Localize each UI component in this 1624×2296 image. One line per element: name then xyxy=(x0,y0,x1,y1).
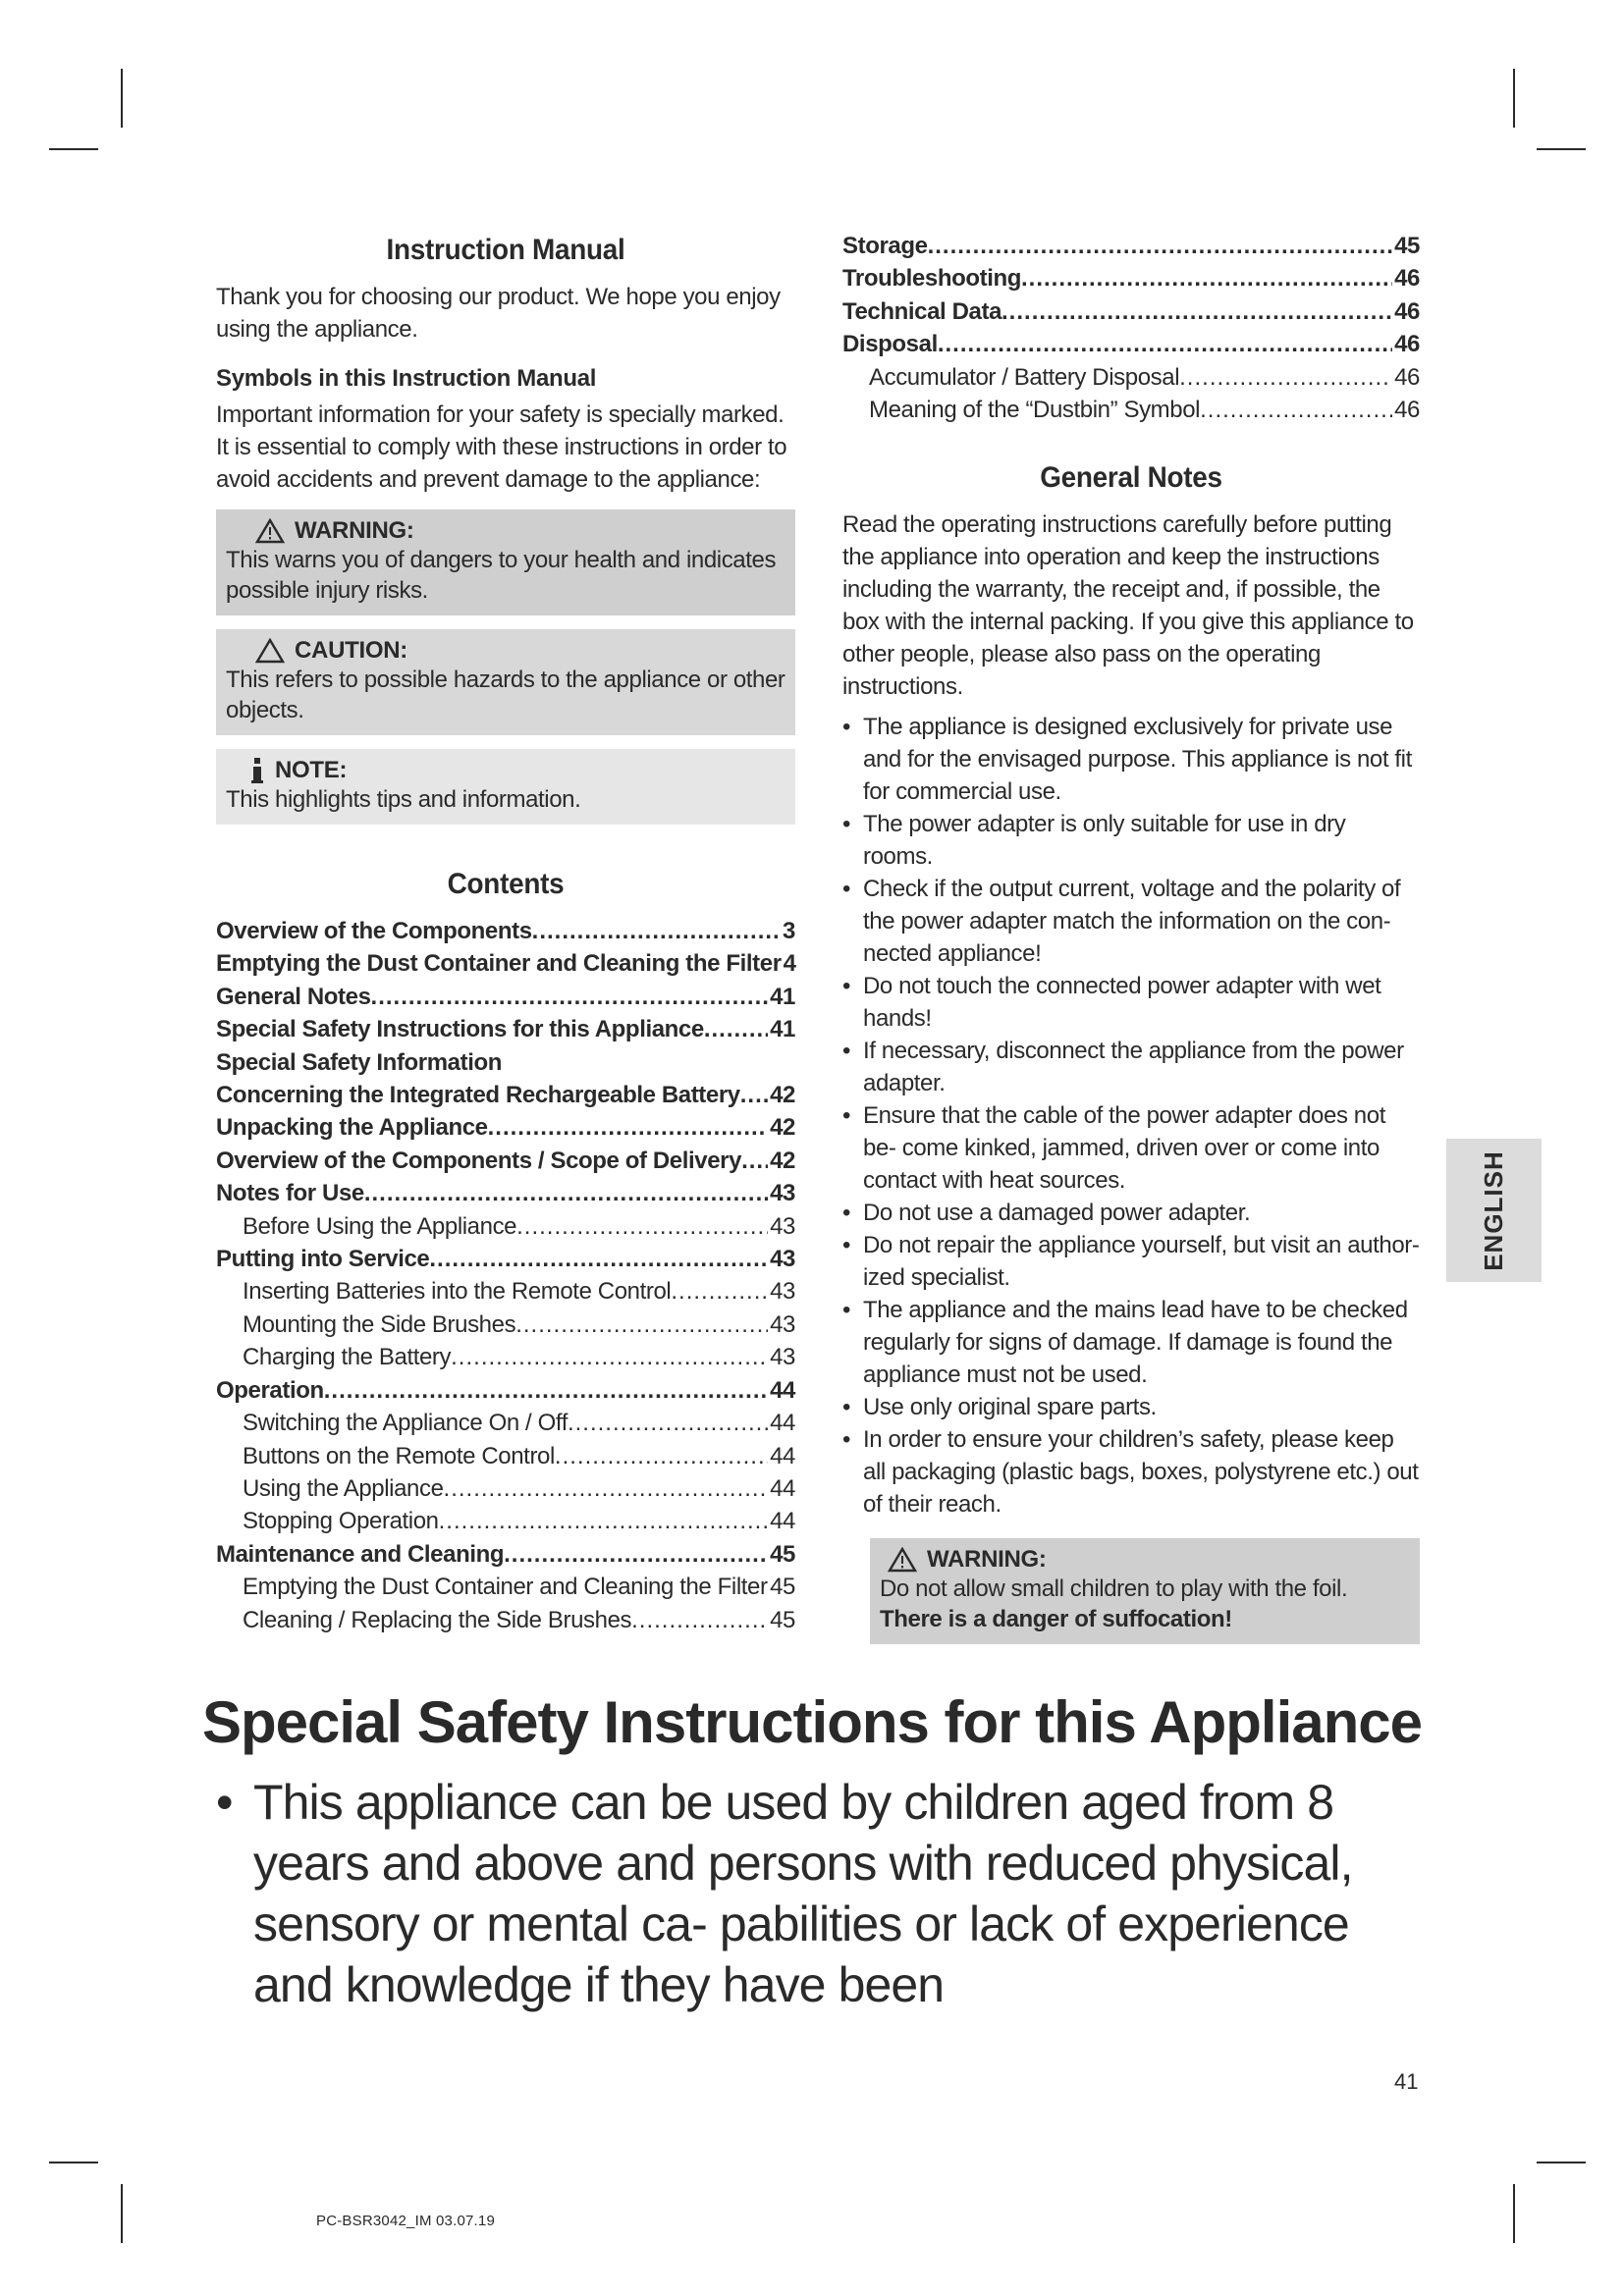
toc-page-number: 46 xyxy=(1394,363,1420,391)
toc-page-number: 45 xyxy=(770,1574,795,1601)
toc-entry xyxy=(216,1013,795,1045)
toc-leader-dots xyxy=(1001,295,1392,328)
warning-text: This warns you of dangers to your health and indicates possible injury risks. xyxy=(226,547,777,604)
language-tab-label: ENGLISH xyxy=(1479,1149,1509,1271)
toc-page-number: 43 xyxy=(770,1212,795,1240)
toc-entry xyxy=(216,947,795,980)
crop-mark xyxy=(49,2162,98,2163)
note-box xyxy=(216,749,795,825)
toc-entry-title: Charging the Battery xyxy=(243,1344,452,1371)
toc-entry xyxy=(216,1538,795,1571)
toc-leader-dots xyxy=(429,1243,768,1275)
safety-heading: Special Safety Instructions for this Appliance xyxy=(201,1689,1423,1755)
toc-leader-dots xyxy=(928,230,1393,262)
toc-entry xyxy=(842,394,1420,426)
toc-entry xyxy=(216,1505,795,1537)
toc-page-number: 43 xyxy=(770,1246,795,1273)
toc-entry xyxy=(216,1407,795,1439)
toc-leader-dots xyxy=(324,1374,768,1407)
instruction-manual-heading: Instruction Manual xyxy=(386,234,625,266)
toc-entry xyxy=(842,230,1420,262)
toc-entry xyxy=(842,295,1420,328)
toc-leader-dots xyxy=(555,1440,768,1472)
crop-mark xyxy=(121,69,123,128)
general-notes-intro: Read the operating instructions carefully before putting the appliance into operation and keep the instructions including the warranty, the receipt and, if possible, the box with the internal packing. If you give this appliance to other people, please also pass on the operating instructions. xyxy=(842,511,1414,701)
general-note-item: • In order to ensure your children’s safety, please keep all packaging (plastic bags, boxes, polystyrene etc.) out of their reach. xyxy=(842,1423,1420,1521)
toc-leader-dots xyxy=(938,328,1392,360)
toc-entry-title: Cleaning / Replacing the Side Brushes xyxy=(243,1606,632,1633)
toc-leader-dots xyxy=(532,915,781,947)
toc-entry-title: Using the Appliance xyxy=(243,1474,444,1502)
toc-page-number: 46 xyxy=(1394,297,1420,325)
toc-entry-title: Mounting the Side Brushes xyxy=(243,1310,516,1338)
toc-leader-dots xyxy=(631,1604,768,1636)
crop-mark xyxy=(49,148,98,150)
right-column xyxy=(842,226,1420,1658)
general-note-item: • Do not repair the appliance yourself, but visit an author- ized specialist. xyxy=(842,1229,1420,1294)
toc-leader-dots xyxy=(740,1079,768,1111)
toc-entry xyxy=(216,1111,795,1144)
toc-entry-title: Special Safety Instructions for this Appliance xyxy=(216,1016,704,1043)
page-number: 41 xyxy=(1394,2069,1419,2094)
toc-leader-dots xyxy=(741,1145,768,1177)
crop-mark xyxy=(1537,148,1586,150)
toc-page-number: 46 xyxy=(1394,265,1420,293)
general-note-item: • Do not touch the connected power adapter with wet hands! xyxy=(842,970,1420,1035)
toc-entry xyxy=(216,1145,795,1177)
toc-leader-dots xyxy=(364,1177,768,1209)
general-note-item: • Ensure that the cable of the power adapter does not be- come kinked, jammed, driven over or come into contact with heat sources. xyxy=(842,1099,1420,1197)
toc-leader-dots xyxy=(516,1210,768,1243)
warning-triangle-icon xyxy=(888,1547,917,1573)
toc-entry-title: Troubleshooting xyxy=(842,265,1021,293)
toc-entry-title: Accumulator / Battery Disposal xyxy=(869,363,1180,391)
left-column xyxy=(216,226,795,1636)
foil-warning-title: WARNING: xyxy=(927,1546,1047,1574)
contents-list xyxy=(216,915,795,1636)
language-tab xyxy=(1446,1139,1542,1282)
toc-page-number: 44 xyxy=(770,1376,795,1404)
toc-page-number: 45 xyxy=(1394,233,1420,259)
note-text: This highlights tips and information. xyxy=(226,786,581,813)
toc-entry-title: Stopping Operation xyxy=(243,1508,439,1535)
toc-entry-title: Storage xyxy=(842,233,928,259)
toc-page-number: 41 xyxy=(770,1016,795,1043)
toc-entry-title: Unpacking the Appliance xyxy=(216,1114,488,1142)
toc-entry-title: Overview of the Components / Scope of Delivery xyxy=(216,1147,742,1174)
toc-entry xyxy=(216,1341,795,1373)
general-notes-heading: General Notes xyxy=(1040,461,1222,495)
toc-entry xyxy=(216,1275,795,1308)
toc-leader-dots xyxy=(1179,361,1392,394)
toc-page-number: 46 xyxy=(1394,397,1420,424)
general-notes-list xyxy=(842,711,1420,1521)
toc-leader-dots xyxy=(568,1407,768,1439)
safety-bullet-text: This appliance can be used by children aged from 8 years and above and persons with reduced physical, sensory or mental ca- pabilities or lack of experience and knowledge if they have been xyxy=(253,1775,1353,2012)
warning-title: WARNING: xyxy=(295,517,414,544)
toc-page-number: 44 xyxy=(770,1474,795,1502)
toc-leader-dots xyxy=(371,981,769,1013)
crop-mark xyxy=(121,2184,123,2243)
symbols-text: Important information for your safety is specially marked. It is essential to comply with these instructions in order to avoid accidents and prevent damage to the appliance: xyxy=(216,401,787,493)
toc-page-number: 41 xyxy=(770,983,795,1010)
toc-entry-title: Emptying the Dust Container and Cleaning the Filter xyxy=(243,1574,768,1601)
toc-entry xyxy=(216,1210,795,1243)
toc-entry-title: Switching the Appliance On / Off xyxy=(243,1410,568,1437)
toc-page-number: 3 xyxy=(783,918,795,944)
toc-entry xyxy=(842,328,1420,360)
toc-page-number: 44 xyxy=(770,1442,795,1469)
toc-page-number: 42 xyxy=(770,1147,795,1174)
toc-page-number: 43 xyxy=(770,1344,795,1371)
toc-page-number: 4 xyxy=(783,950,796,978)
toc-entry-title: Concerning the Integrated Rechargeable Battery xyxy=(216,1082,740,1109)
crop-mark xyxy=(1513,69,1515,128)
general-note-item: • Do not use a damaged power adapter. xyxy=(842,1197,1420,1229)
toc-entry-title: Emptying the Dust Container and Cleaning the Filter xyxy=(216,950,782,978)
foil-warning-text xyxy=(880,1574,1410,1634)
toc-leader-dots xyxy=(451,1341,768,1373)
toc-entry-title: Maintenance and Cleaning xyxy=(216,1540,505,1568)
toc-page-number: 45 xyxy=(770,1540,795,1568)
toc-entry xyxy=(842,262,1420,294)
symbols-heading: Symbols in this Instruction Manual xyxy=(216,365,597,392)
toc-leader-dots xyxy=(671,1275,768,1308)
toc-entry xyxy=(216,1472,795,1505)
toc-entry-title: Disposal xyxy=(842,331,938,358)
toc-entry xyxy=(842,361,1420,394)
toc-page-number: 44 xyxy=(770,1410,795,1437)
toc-entry xyxy=(216,1440,795,1472)
toc-entry-title: Operation xyxy=(216,1376,324,1404)
toc-entry-title: Special Safety Information xyxy=(216,1048,503,1076)
toc-page-number: 42 xyxy=(770,1082,795,1109)
toc-leader-dots xyxy=(1021,262,1392,294)
general-note-item: • The power adapter is only suitable for use in dry rooms. xyxy=(842,808,1420,873)
safety-bullet xyxy=(216,1772,1424,2015)
toc-entry xyxy=(216,981,795,1013)
general-note-item: • The appliance is designed exclusively for private use and for the envisaged purpose. This appliance is not fit for commercial use. xyxy=(842,711,1420,808)
toc-entry-title: Technical Data xyxy=(842,297,1002,325)
toc-page-number: 43 xyxy=(770,1180,795,1207)
general-note-item: • If necessary, disconnect the appliance from the power adapter. xyxy=(842,1035,1420,1099)
caution-box xyxy=(216,629,795,735)
toc-entry xyxy=(216,1243,795,1275)
toc-leader-dots xyxy=(704,1013,768,1045)
general-note-item: • The appliance and the mains lead have to be checked regularly for signs of damage. If damage is found the appliance must not be used. xyxy=(842,1294,1420,1391)
general-note-item: • Use only original spare parts. xyxy=(842,1391,1420,1423)
toc-entry xyxy=(216,1308,795,1341)
toc-leader-dots xyxy=(1200,394,1392,426)
toc-page-number: 43 xyxy=(770,1310,795,1338)
toc-entry-title: Meaning of the “Dustbin” Symbol xyxy=(869,397,1201,424)
general-note-item: • Check if the output current, voltage and the polarity of the power adapter match the information on the con- nected appliance! xyxy=(842,873,1420,970)
warning-box xyxy=(216,509,795,615)
caution-title: CAUTION: xyxy=(295,637,407,664)
crop-mark xyxy=(1513,2184,1515,2243)
toc-entry-title: Notes for Use xyxy=(216,1180,364,1207)
toc-entry-title: Before Using the Appliance xyxy=(243,1212,517,1240)
toc-entry-title: General Notes xyxy=(216,983,371,1010)
toc-entry-title: Putting into Service xyxy=(216,1246,430,1273)
toc-page-number: 42 xyxy=(770,1114,795,1142)
toc-page-number: 44 xyxy=(770,1508,795,1535)
toc-leader-dots xyxy=(444,1472,769,1505)
bullet-marker: • xyxy=(216,1775,233,1830)
toc-entry xyxy=(216,1046,795,1079)
toc-entry xyxy=(216,915,795,947)
warning-triangle-icon xyxy=(255,518,285,544)
foil-warning-box xyxy=(870,1538,1420,1644)
toc-leader-dots xyxy=(439,1505,768,1537)
toc-entry xyxy=(216,1079,795,1111)
caution-triangle-icon xyxy=(255,638,285,664)
contents-heading: Contents xyxy=(447,868,565,900)
toc-page-number: 45 xyxy=(770,1606,795,1633)
toc-entry xyxy=(216,1571,795,1603)
caution-text: This refers to possible hazards to the appliance or other objects. xyxy=(226,667,785,723)
contents-list-continued xyxy=(842,230,1420,426)
toc-entry xyxy=(216,1177,795,1209)
toc-entry-title: Overview of the Components xyxy=(216,918,532,944)
toc-entry-title: Buttons on the Remote Control xyxy=(243,1442,555,1469)
toc-leader-dots xyxy=(488,1111,768,1144)
toc-entry-title: Inserting Batteries into the Remote Control xyxy=(243,1278,672,1306)
toc-entry xyxy=(216,1374,795,1407)
foil-warning-emphasis: There is a danger of suffocation! xyxy=(880,1606,1232,1633)
toc-page-number: 43 xyxy=(770,1278,795,1306)
note-title: NOTE: xyxy=(275,757,348,783)
info-icon xyxy=(249,757,265,784)
thanks-text: Thank you for choosing our product. We hope you enjoy using the appliance. xyxy=(216,284,781,343)
crop-mark xyxy=(1537,2162,1586,2163)
foil-warning-body: Do not allow small children to play with the foil. xyxy=(880,1575,1348,1603)
footer-code: PC-BSR3042_IM 03.07.19 xyxy=(316,2213,496,2229)
toc-leader-dots xyxy=(515,1308,768,1341)
toc-page-number: 46 xyxy=(1394,331,1420,358)
toc-leader-dots xyxy=(504,1538,768,1571)
toc-entry xyxy=(216,1604,795,1636)
